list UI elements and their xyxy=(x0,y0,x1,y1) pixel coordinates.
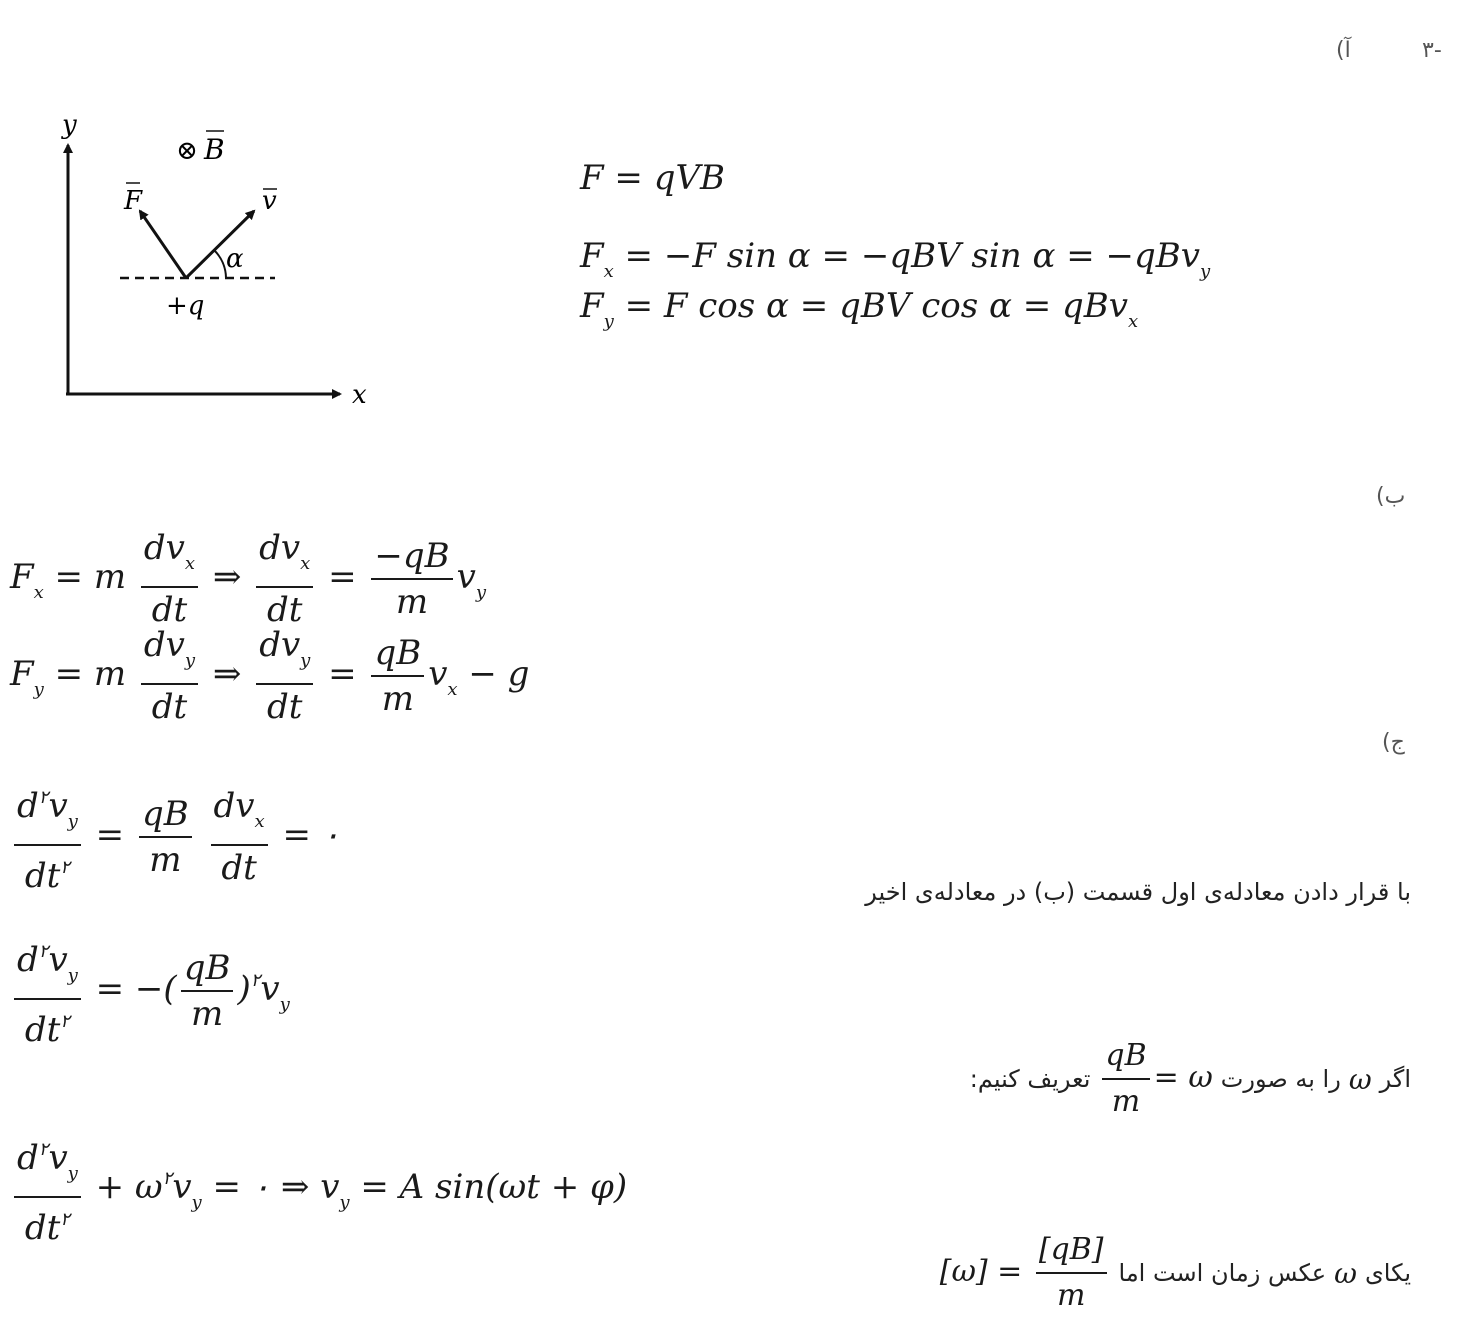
x-axis-label: x xyxy=(352,380,367,410)
sentence-omega-definition: اگر ω را به صورت $\frac{qB}{m}$ = ω تعریف کنیم: xyxy=(970,1036,1411,1122)
omega-unit-formula: [ω] = $\frac{[qB]}{m}$ xyxy=(940,1230,1111,1316)
part-a-label: آ) xyxy=(1336,38,1351,63)
equation-force-x: $F_x = -F$ sin α = −qBV sin α = −qBv$_y$ xyxy=(580,236,1211,282)
magnetic-field-label: B xyxy=(204,133,225,166)
part-b-label: ب) xyxy=(1376,484,1406,509)
magnetic-field-into-page-icon: ⊗ xyxy=(176,136,198,166)
equation-b-row2: $F_y = m$ $\frac{dv_y}{dt}$ ⇒ $\frac{dv_y}{dt}$ = $\frac{qB}{m}$ $v_x - g$ xyxy=(10,625,530,727)
part-c-label: ج) xyxy=(1382,730,1405,755)
angle-arc xyxy=(214,250,226,278)
question-number: -۳ xyxy=(1422,38,1442,63)
omega-unit-symbol: ω xyxy=(1334,1256,1357,1290)
equation-b-row1: $F_x = m$ $\frac{dv_x}{dt}$ ⇒ $\frac{dv_x}{dt}$ = $\frac{-qB}{m}$ $v_y$ xyxy=(10,528,487,630)
force-vector-arrow xyxy=(140,211,186,278)
omega-symbol: ω xyxy=(1348,1062,1372,1096)
equation-force-magnitude: F = qVB xyxy=(580,158,725,198)
sentence-omega-unit: یکای ω عکس زمان است اما [ω] = $\frac{[qB]}{m}$ xyxy=(940,1230,1411,1316)
force-diagram xyxy=(40,105,400,425)
equation-c-solution: $\frac{d^۲v_y}{dt^۲}$ + $\omega^۲v_y$ = ۰ ⇒ $v_y = A$ sin(ωt + φ) xyxy=(10,1130,627,1248)
velocity-vector-arrow xyxy=(186,211,254,278)
omega-definition-formula: $\frac{qB}{m}$ = ω xyxy=(1098,1036,1212,1122)
sentence-substitution: با قرار دادن معادله‌ی اول قسمت (ب) در معادله‌ی اخیر xyxy=(865,878,1411,906)
charge-label: +q xyxy=(166,291,205,321)
equation-c-second-derivative: $\frac{d^۲v_y}{dt^۲}$ = $\frac{qB}{m}$ $\frac{dv_x}{dt}$ = ۰ xyxy=(10,778,340,896)
equation-c-oscillation: $\frac{d^۲v_y}{dt^۲}$ = −( $\frac{qB}{m}$ )$^۲v_y$ xyxy=(10,932,290,1050)
y-axis-label: y xyxy=(62,110,77,140)
velocity-label: v xyxy=(262,186,277,216)
equation-force-y: $F_y = F$ cos α = qBV cos α = qBv$_x$ xyxy=(580,286,1139,332)
force-label: F xyxy=(124,186,143,216)
angle-label: α xyxy=(226,244,244,274)
